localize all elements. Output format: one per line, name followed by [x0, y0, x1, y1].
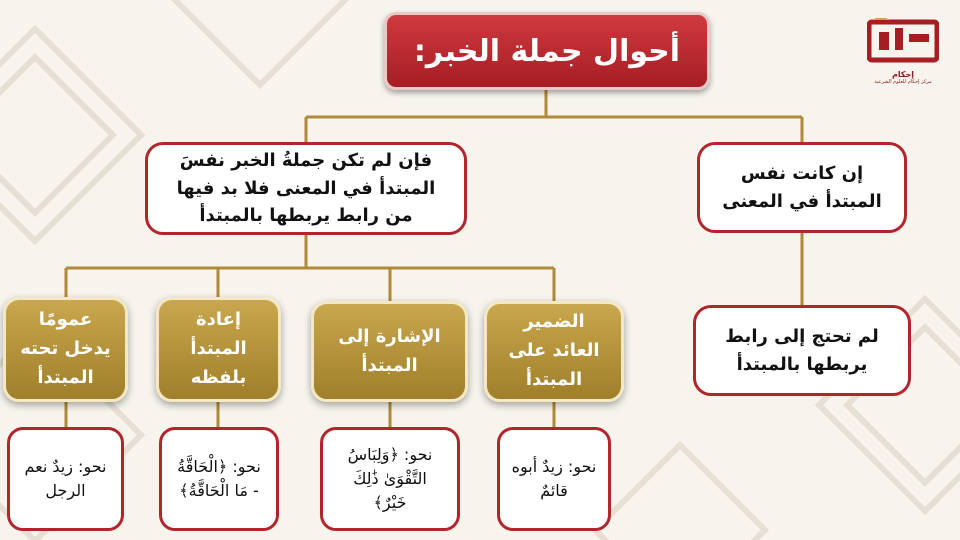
brand-logo — [862, 18, 944, 92]
linker-repetition: إعادة المبتدأ بلفظه — [156, 297, 281, 402]
example-repetition: نحو: ﴿الْحَاقَّةُ - مَا الْحَاقَّةُ﴾ — [159, 427, 279, 531]
example-pronoun: نحو: زيدٌ أبوه قائمٌ — [497, 427, 611, 531]
diagram-title: أحوال جملة الخبر: — [384, 12, 710, 90]
linker-generality: عمومًا يدخل تحته المبتدأ — [3, 297, 128, 402]
example-demonstrative: نحو: ﴿وَلِبَاسُ التَّقْوَىٰ ذَٰلِكَ خَيْرٌ﴾ — [320, 427, 460, 531]
logo-tagline: مركز إحكام للعلوم الشرعية — [874, 79, 932, 85]
linker-pronoun: الضمير العائد على المبتدأ — [484, 301, 624, 402]
linker-demonstrative: الإشارة إلى المبتدأ — [311, 301, 468, 402]
logo-name: إحكام — [891, 70, 915, 79]
condition-same-meaning: إن كانت نفس المبتدأ في المعنى — [697, 142, 907, 233]
example-generality: نحو: زيدٌ نعم الرجل — [7, 427, 124, 531]
condition-not-same-meaning: فإن لم تكن جملةُ الخبر نفسَ المبتدأ في المعنى فلا بد فيها من رابط يربطها بالمبتدأ — [145, 142, 467, 235]
result-no-linker-needed: لم تحتج إلى رابط يربطها بالمبتدأ — [693, 305, 911, 396]
logo-mark-icon — [867, 18, 939, 64]
